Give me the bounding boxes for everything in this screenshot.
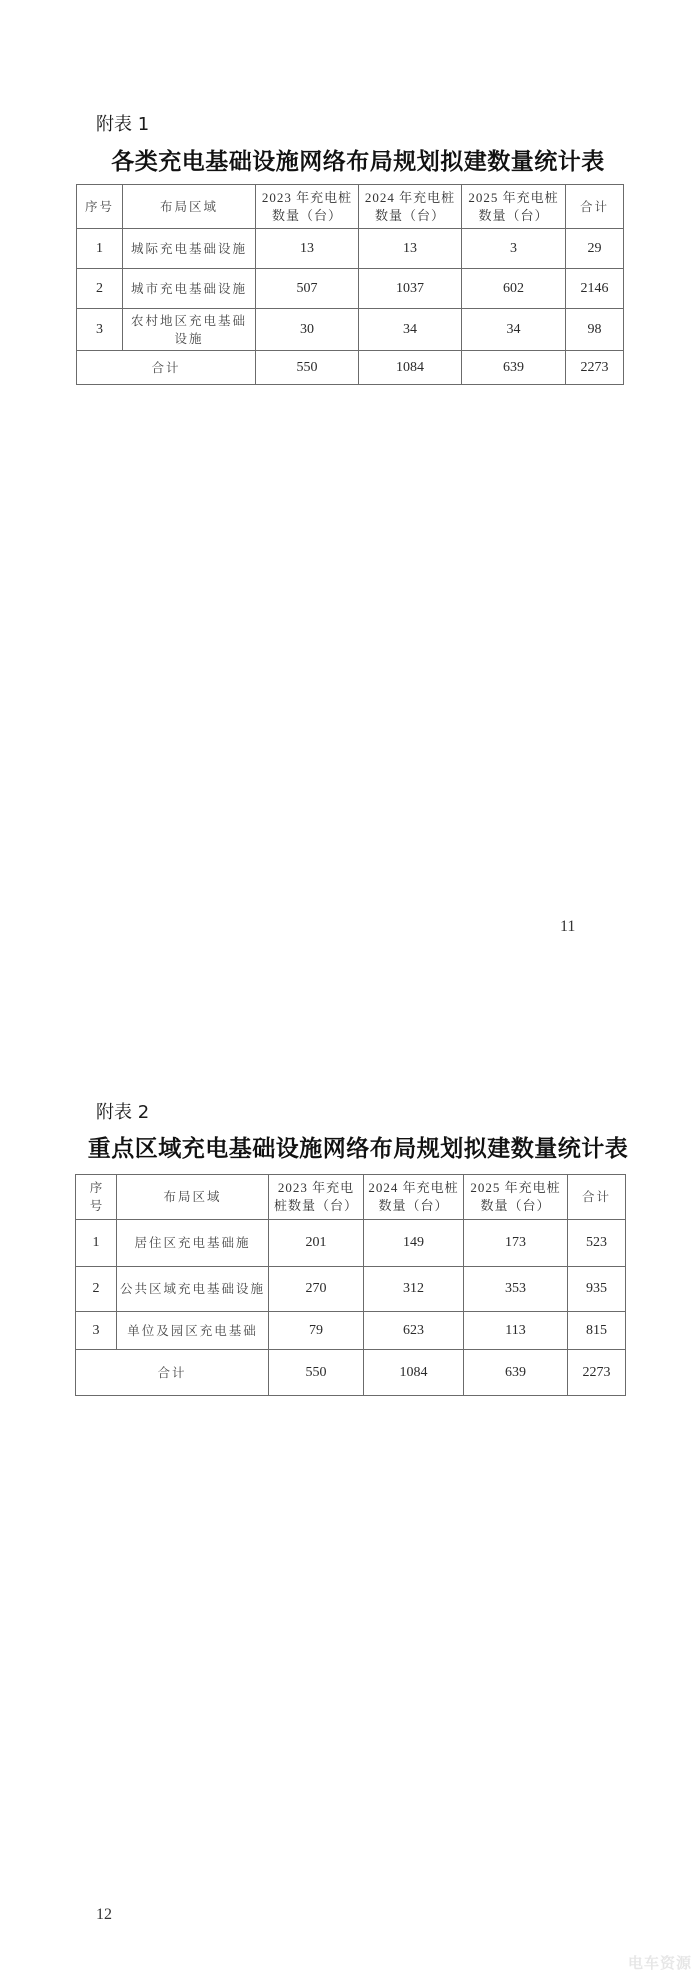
page-11 [0, 0, 700, 980]
table-row [77, 309, 624, 351]
cell-2024: 623 [364, 1312, 464, 1350]
cell-index: 3 [76, 1312, 117, 1350]
header-2024: 2024 年充电桩数量（台） [364, 1175, 464, 1220]
page-number: 12 [96, 1906, 112, 1923]
cell-total: 2146 [566, 269, 624, 309]
cell-2025: 353 [464, 1267, 568, 1312]
summary-total: 2273 [568, 1350, 626, 1396]
summary-2023: 550 [256, 351, 359, 385]
cell-2024: 34 [359, 309, 462, 351]
summary-label: 合计 [77, 351, 256, 385]
summary-2025: 639 [462, 351, 566, 385]
cell-2024: 13 [359, 229, 462, 269]
cell-2023: 79 [269, 1312, 364, 1350]
table-row [77, 229, 624, 269]
cell-2025: 113 [464, 1312, 568, 1350]
summary-2025: 639 [464, 1350, 568, 1396]
cell-2023: 201 [269, 1220, 364, 1267]
header-index: 序号 [76, 1175, 117, 1220]
cell-2024: 312 [364, 1267, 464, 1312]
table-row [76, 1312, 626, 1350]
cell-2024: 149 [364, 1220, 464, 1267]
watermark: 电车资源 [627, 1954, 692, 1972]
cell-area: 城际充电基础设施 [123, 229, 256, 269]
cell-index: 1 [77, 229, 123, 269]
cell-index: 2 [76, 1267, 117, 1312]
page-number: 11 [560, 918, 576, 935]
cell-2023: 270 [269, 1267, 364, 1312]
header-total: 合计 [568, 1175, 626, 1220]
cell-total: 815 [568, 1312, 626, 1350]
table-row [77, 269, 624, 309]
cell-total: 29 [566, 229, 624, 269]
header-index: 序号 [77, 185, 123, 229]
cell-total: 98 [566, 309, 624, 351]
table-title: 重点区域充电基础设施网络布局规划拟建数量统计表 [87, 1136, 629, 1162]
table-header-row [77, 185, 624, 229]
cell-2025: 173 [464, 1220, 568, 1267]
table-row [76, 1220, 626, 1267]
summary-row [76, 1350, 626, 1396]
cell-2023: 30 [256, 309, 359, 351]
cell-2023: 507 [256, 269, 359, 309]
summary-2024: 1084 [359, 351, 462, 385]
appendix-label: 附表 1 [96, 114, 150, 135]
cell-2025: 3 [462, 229, 566, 269]
stats-table-2 [75, 1174, 626, 1396]
cell-area: 农村地区充电基础设施 [123, 309, 256, 351]
cell-2025: 602 [462, 269, 566, 309]
cell-area: 单位及园区充电基础 [117, 1312, 269, 1350]
table-row [76, 1267, 626, 1312]
cell-2025: 34 [462, 309, 566, 351]
page-12 [0, 980, 700, 1979]
cell-area: 公共区域充电基础设施 [117, 1267, 269, 1312]
table-header-row [76, 1175, 626, 1220]
cell-area: 居住区充电基础施 [117, 1220, 269, 1267]
header-2025: 2025 年充电桩数量（台） [464, 1175, 568, 1220]
summary-total: 2273 [566, 351, 624, 385]
cell-area: 城市充电基础设施 [123, 269, 256, 309]
cell-total: 935 [568, 1267, 626, 1312]
cell-2024: 1037 [359, 269, 462, 309]
summary-row [77, 351, 624, 385]
header-2024: 2024 年充电桩数量（台） [359, 185, 462, 229]
header-area: 布局区域 [117, 1175, 269, 1220]
stats-table-1 [76, 184, 624, 385]
header-2025: 2025 年充电桩数量（台） [462, 185, 566, 229]
cell-index: 1 [76, 1220, 117, 1267]
cell-total: 523 [568, 1220, 626, 1267]
summary-2024: 1084 [364, 1350, 464, 1396]
header-area: 布局区域 [123, 185, 256, 229]
cell-index: 2 [77, 269, 123, 309]
summary-label: 合计 [76, 1350, 269, 1396]
header-2023: 2023 年充电桩数量（台） [256, 185, 359, 229]
summary-2023: 550 [269, 1350, 364, 1396]
cell-index: 3 [77, 309, 123, 351]
header-total: 合计 [566, 185, 624, 229]
appendix-label: 附表 2 [96, 1102, 150, 1123]
table-title: 各类充电基础设施网络布局规划拟建数量统计表 [111, 149, 605, 175]
cell-2023: 13 [256, 229, 359, 269]
header-2023: 2023 年充电桩数量（台） [269, 1175, 364, 1220]
